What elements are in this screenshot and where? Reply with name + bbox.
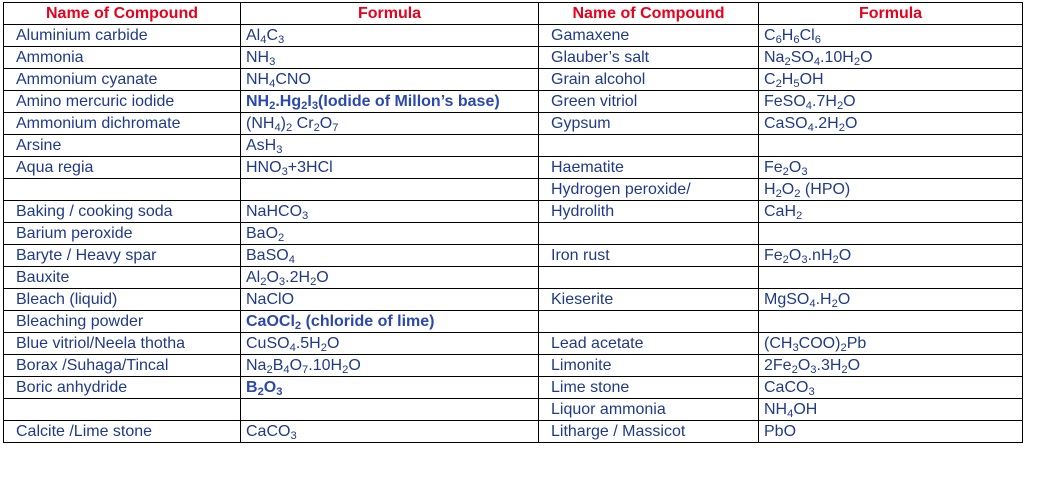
table-row <box>4 399 1023 421</box>
header-formula-left: Formula <box>241 3 539 25</box>
formula-cell <box>759 267 1023 289</box>
table-row <box>4 355 1023 377</box>
compound-name-cell: Blue vitriol/Neela thotha <box>4 333 241 355</box>
compound-name-cell: Aluminium carbide <box>4 25 241 47</box>
formula-cell: CaCO$_3$ <box>241 421 539 443</box>
formula-cell: $Al_4C_3$ <box>241 25 539 47</box>
table-row <box>4 179 1023 201</box>
table-row <box>4 245 1023 267</box>
compound-name-cell: Amino mercuric iodide <box>4 91 241 113</box>
table-row <box>4 223 1023 245</box>
compound-name-cell <box>539 223 759 245</box>
formula-cell <box>759 311 1023 333</box>
formula-cell: $Al_2O_3.2H_2O$ <box>241 267 539 289</box>
table-row <box>4 25 1023 47</box>
formula-cell: $B_2O_3$ <box>241 377 539 399</box>
table-row <box>4 201 1023 223</box>
compound-name-cell <box>4 399 241 421</box>
compound-name-cell: Bleaching powder <box>4 311 241 333</box>
formula-cell: $CuSO_4.5H_2O$ <box>241 333 539 355</box>
compound-name-cell: Litharge / Massicot <box>539 421 759 443</box>
table-row <box>4 69 1023 91</box>
formula-cell: BaSO$_4$ <box>241 245 539 267</box>
compound-name-cell: Ammonium dichromate <box>4 113 241 135</box>
formula-cell: $H_2O_2$ (HPO) <box>759 179 1023 201</box>
compound-name-cell: Aqua regia <box>4 157 241 179</box>
formula-cell: $HNO_3+3HCl$ <box>241 157 539 179</box>
compound-name-cell <box>539 267 759 289</box>
formula-cell: $Fe_2O_3$ <box>759 157 1023 179</box>
compound-name-cell <box>539 311 759 333</box>
compound-formula-table <box>3 2 1023 443</box>
compound-name-cell: Haematite <box>539 157 759 179</box>
compound-name-cell: Lime stone <box>539 377 759 399</box>
table-row <box>4 333 1023 355</box>
formula-cell: NaClO <box>241 289 539 311</box>
formula-cell <box>241 399 539 421</box>
table-row <box>4 421 1023 443</box>
formula-cell <box>241 179 539 201</box>
compound-name-cell <box>4 179 241 201</box>
formula-cell: CaOCl$_2$ (chloride of lime) <box>241 311 539 333</box>
formula-cell: NaHCO$_3$ <box>241 201 539 223</box>
formula-cell: $CaSO_4.2H_2O$ <box>759 113 1023 135</box>
header-name-of-compound-left: Name of Compound <box>4 3 241 25</box>
table-row <box>4 135 1023 157</box>
compound-name-cell: Calcite /Lime stone <box>4 421 241 443</box>
table-row <box>4 91 1023 113</box>
formula-cell: $C_6H_6Cl_6$ <box>759 25 1023 47</box>
compound-name-cell: Lead acetate <box>539 333 759 355</box>
formula-cell: $Na_2SO_4.10H_2O$ <box>759 47 1023 69</box>
compound-name-cell: Kieserite <box>539 289 759 311</box>
formula-cell: AsH$_3$ <box>241 135 539 157</box>
table-row <box>4 267 1023 289</box>
formula-cell: $(NH_4)_2$ $Cr_2O_7$ <box>241 113 539 135</box>
formula-cell: $2Fe_2O_3.3H_2O$ <box>759 355 1023 377</box>
formula-cell: $(CH_3COO)_2Pb$ <box>759 333 1023 355</box>
compound-name-cell: Gamaxene <box>539 25 759 47</box>
formula-cell: PbO <box>759 421 1023 443</box>
compound-name-cell: Barium peroxide <box>4 223 241 245</box>
formula-cell: CaCO$_3$ <box>759 377 1023 399</box>
formula-cell: $NH_4CNO$ <box>241 69 539 91</box>
header-formula-right: Formula <box>759 3 1023 25</box>
compound-name-cell: Grain alcohol <box>539 69 759 91</box>
compound-name-cell: Baryte / Heavy spar <box>4 245 241 267</box>
table-body <box>4 25 1023 443</box>
table-row <box>4 311 1023 333</box>
table-row <box>4 157 1023 179</box>
table-row <box>4 113 1023 135</box>
formula-cell: BaO$_2$ <box>241 223 539 245</box>
compound-name-cell: Baking / cooking soda <box>4 201 241 223</box>
table-row <box>4 289 1023 311</box>
compound-name-cell: Bleach (liquid) <box>4 289 241 311</box>
compound-name-cell: Green vitriol <box>539 91 759 113</box>
compound-name-cell: Hydrogen peroxide/ <box>539 179 759 201</box>
formula-cell: $Fe_2O_3.nH_2O$ <box>759 245 1023 267</box>
table-row <box>4 47 1023 69</box>
formula-cell: $Na_2B_4O_7.10H_2O$ <box>241 355 539 377</box>
compound-name-cell: Ammonium cyanate <box>4 69 241 91</box>
header-name-of-compound-right: Name of Compound <box>539 3 759 25</box>
formula-cell: $NH_3$ <box>241 47 539 69</box>
formula-cell: $NH_2.Hg_2I_3(Iodide$ of Millon’s base) <box>241 91 539 113</box>
formula-cell: $NH_4OH$ <box>759 399 1023 421</box>
formula-cell: $MgSO_4.H_2O$ <box>759 289 1023 311</box>
compound-name-cell: Boric anhydride <box>4 377 241 399</box>
compound-name-cell: Borax /Suhaga/Tincal <box>4 355 241 377</box>
compound-name-cell: Arsine <box>4 135 241 157</box>
compound-name-cell: Gypsum <box>539 113 759 135</box>
compound-name-cell: Hydrolith <box>539 201 759 223</box>
formula-cell <box>759 223 1023 245</box>
compound-name-cell: Bauxite <box>4 267 241 289</box>
compound-name-cell: Glauber’s salt <box>539 47 759 69</box>
formula-cell: $FeSO_4.7H_2O$ <box>759 91 1023 113</box>
compound-name-cell: Limonite <box>539 355 759 377</box>
table-row <box>4 377 1023 399</box>
compound-name-cell <box>539 135 759 157</box>
formula-cell: CaH$_2$ <box>759 201 1023 223</box>
header-row <box>4 3 1023 25</box>
formula-cell: $C_2H_5OH$ <box>759 69 1023 91</box>
compound-name-cell: Iron rust <box>539 245 759 267</box>
compound-name-cell: Liquor ammonia <box>539 399 759 421</box>
compound-name-cell: Ammonia <box>4 47 241 69</box>
formula-cell <box>759 135 1023 157</box>
